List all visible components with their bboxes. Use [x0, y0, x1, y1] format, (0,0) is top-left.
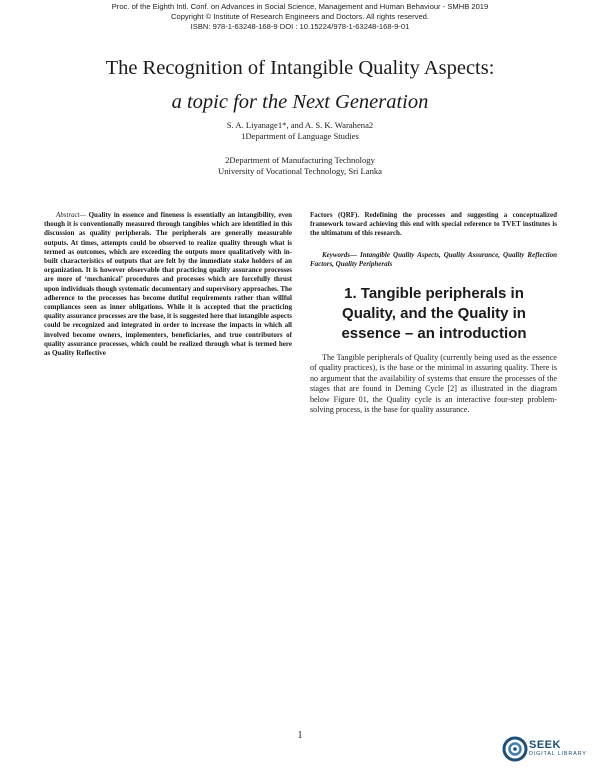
author-block: [0, 120, 600, 142]
paper-title: The Recognition of Intangible Quality Aspects:: [105, 57, 495, 79]
seek-digital-library-logo: [502, 736, 598, 766]
affiliation-2-department: 2Department of Manufacturing Technology: [225, 155, 375, 165]
section-1-heading: 1. Tangible peripherals in Quality, and the Quality in essence – an introduction: [341, 285, 527, 342]
paper-subtitle: a topic for the Next Generation: [171, 91, 429, 113]
abstract-text: Quality in essence and fineness is essentially an intangibility, even though it is conventionally measured through tangibles which are identified in this discussion as quality peripherals. The peripherals are generally measurable outputs. At times, attempts could be observed to realize quality through what is termed as outcomes, which are exceeding the outputs more qualitatively with in-built characteristics of outputs that are felt by the immediate stake holders of an organization. It is however observable that practicing quality assurance processes are more of ‘mechanical’ procedures and processes which are forcefully thrust upon individuals though systematic documentary and supervisory approaches. The adherence to the processes has become dutiful requirements rather than willful compliances seen as inner obligations. While it is accepted that the practicing quality assurance processes are the base, it is suggested here that intangible aspects could be recognized and integrated in order to increase the impacts in which all involved become owners, implementers, beneficiaries, and true contributors of quality assurance processes, which could be realized through what is termed here as Quality Reflective: [44, 211, 292, 358]
section-1-paragraph: [310, 353, 557, 415]
affiliation-1: 1Department of Language Studies: [241, 131, 359, 141]
affiliation-2-block: [0, 155, 600, 177]
logo-subtitle: DIGITAL LIBRARY: [529, 751, 587, 757]
logo-text: [529, 739, 587, 758]
section-1-text: The Tangible peripherals of Quality (currently being used as the essence of quality practices), is the base or the minimal in assuring quality. There is no argument that the availability of systems that ensure the processes of the stages that are found in Deming Cycle [2] as illustrated in the diagram below Figure 01, the Quality cycle is an interactive four-step problem-solving process, is the base for quality assurance.: [310, 353, 557, 415]
page-number: 1: [297, 730, 303, 741]
logo-name: SEEK: [529, 739, 561, 751]
affiliation-2-university: University of Vocational Technology, Sri Lanka: [217, 166, 382, 176]
header-copyright-line: Copyright © Institute of Research Engineers and Doctors. All rights reserved.: [171, 12, 429, 21]
keywords-paragraph: [310, 251, 557, 269]
keywords-text: Intangible Quality Aspects, Quality Assurance, Quality Reflection Factors, Quality Peripherals: [310, 251, 557, 269]
keywords-label: Keywords—: [322, 251, 357, 259]
abstract-continuation: Factors (QRF). Redefining the processes and suggesting a conceptualized framework toward achieving this end with special reference to TVET institutes is the ultimatum of this research.: [310, 211, 557, 238]
seek-logo-icon: [502, 736, 528, 762]
header-isbn-doi-line: ISBN: 978-1-63248-168-9 DOI : 10.15224/978-1-63248-168-9-01: [190, 22, 410, 31]
abstract-label: Abstract—: [56, 211, 86, 219]
author-names: S. A. Liyanage1*, and A. S. K. Warahena2: [226, 120, 374, 130]
conference-header: [0, 2, 600, 32]
header-proceedings-line: Proc. of the Eighth Intl. Conf. on Advances in Social Science, Management and Human Behaviour - SMHB 2019: [111, 2, 489, 11]
abstract-paragraph: [44, 211, 292, 358]
